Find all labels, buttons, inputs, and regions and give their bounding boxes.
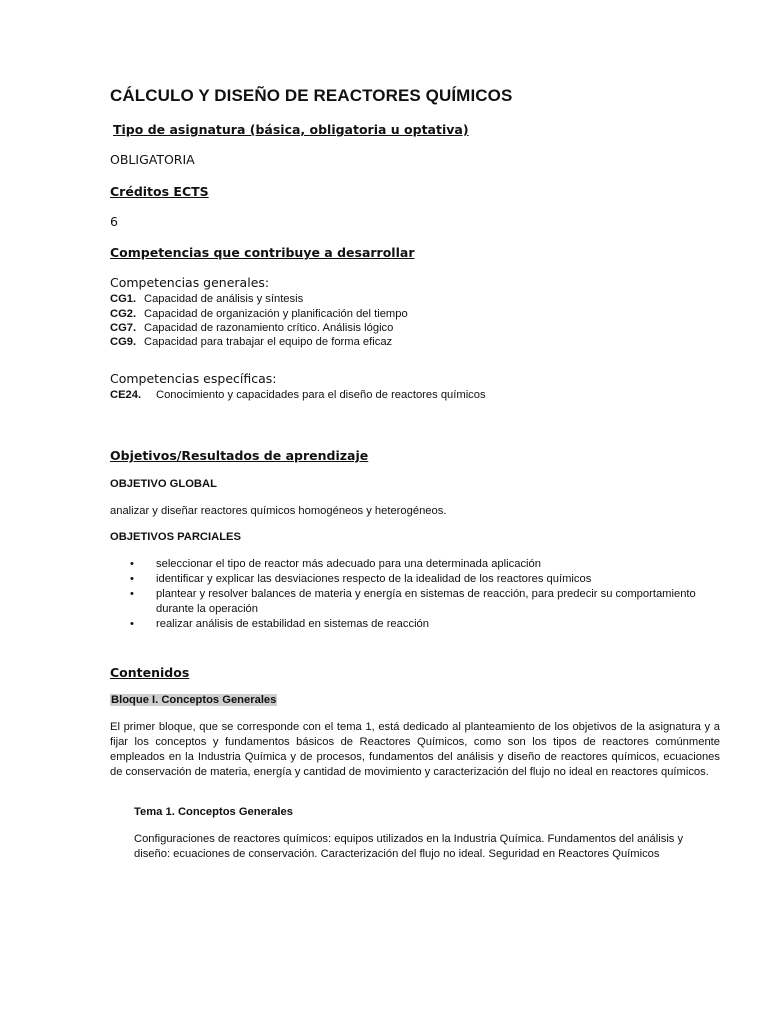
bullet-icon: • xyxy=(130,588,134,600)
bloque-title xyxy=(110,694,277,706)
competencia-general-item xyxy=(110,293,303,305)
tema-paragraph: Configuraciones de reactores químicos: equipos utilizados en la Industria Química. Fundamentos del análisis y diseño: ecuaciones de conservación. Caracterización del flujo no ideal. Seguridad en Reactores Químicos xyxy=(134,833,684,860)
objetivos-parciales-list xyxy=(130,557,730,632)
competencia-text: Capacidad de análisis y síntesis xyxy=(144,293,304,305)
competencia-especifica-item xyxy=(110,389,486,401)
competencia-text: Capacidad para trabajar el equipo de forma eficaz xyxy=(144,336,393,348)
objetivo-global-label: OBJETIVO GLOBAL xyxy=(110,478,217,490)
list-item: • seleccionar el tipo de reactor más adecuado para una determinada aplicación xyxy=(130,558,541,570)
tipo-value: OBLIGATORIA xyxy=(110,152,195,167)
creditos-heading: Créditos ECTS xyxy=(110,184,209,199)
objetivos-heading: Objetivos/Resultados de aprendizaje xyxy=(110,448,369,463)
document-title: CÁLCULO Y DISEÑO DE REACTORES QUÍMICOS xyxy=(110,86,513,105)
competencia-general-item xyxy=(110,336,392,348)
bullet-icon: • xyxy=(130,558,134,570)
tipo-heading: Tipo de asignatura (básica, obligatoria u optativa) xyxy=(113,122,469,137)
competencia-general-item xyxy=(110,308,408,320)
bloque-paragraph: El primer bloque, que se corresponde con el tema 1, está dedicado al planteamiento de los objetivos de la asignatura y a fijar los conceptos y fundamentos básicos de Reactores Químicos, como son los tipos de reactores comúnmente empleados en la Industria Química y de procesos, fundamentos del análisis y diseño de reactores químicos, ecuaciones de conservación de materia, energía y cantidad de movimiento y caracterización del flujo no ideal en reactores químicos. xyxy=(110,721,720,778)
competencia-code: CG1. xyxy=(110,293,137,305)
competencia-text: Conocimiento y capacidades para el diseño de reactores químicos xyxy=(156,389,486,401)
competencia-code: CE24. xyxy=(110,389,142,401)
list-item: • identificar y explicar las desviaciones respecto de la idealidad de los reactores químicos xyxy=(130,573,592,585)
competencias-especificas-label: Competencias específicas: xyxy=(110,371,277,386)
tema-title: Tema 1. Conceptos Generales xyxy=(134,806,293,818)
competencia-text: Capacidad de razonamiento crítico. Análisis lógico xyxy=(144,322,394,334)
creditos-value: 6 xyxy=(110,214,118,229)
bloque-title-text: Bloque I. Conceptos Generales xyxy=(111,694,277,706)
competencia-code: CG9. xyxy=(110,336,137,348)
competencia-code: CG7. xyxy=(110,322,137,334)
bullet-icon: • xyxy=(130,618,134,630)
bullet-icon: • xyxy=(130,573,134,585)
competencia-text: Capacidad de organización y planificación del tiempo xyxy=(144,308,408,320)
list-item: • plantear y resolver balances de materia y energía en sistemas de reacción, para predecir su comportamiento durante la operación xyxy=(130,588,696,615)
competencias-generales-label: Competencias generales: xyxy=(110,275,270,290)
competencias-heading: Competencias que contribuye a desarrollar xyxy=(110,245,415,260)
objetivo-global-text: analizar y diseñar reactores químicos homogéneos y heterogéneos. xyxy=(110,505,447,517)
contenidos-heading: Contenidos xyxy=(110,665,190,680)
competencia-general-item xyxy=(110,322,393,334)
list-item: • realizar análisis de estabilidad en sistemas de reacción xyxy=(130,618,429,630)
competencia-code: CG2. xyxy=(110,308,137,320)
objetivos-parciales-label: OBJETIVOS PARCIALES xyxy=(110,531,241,543)
